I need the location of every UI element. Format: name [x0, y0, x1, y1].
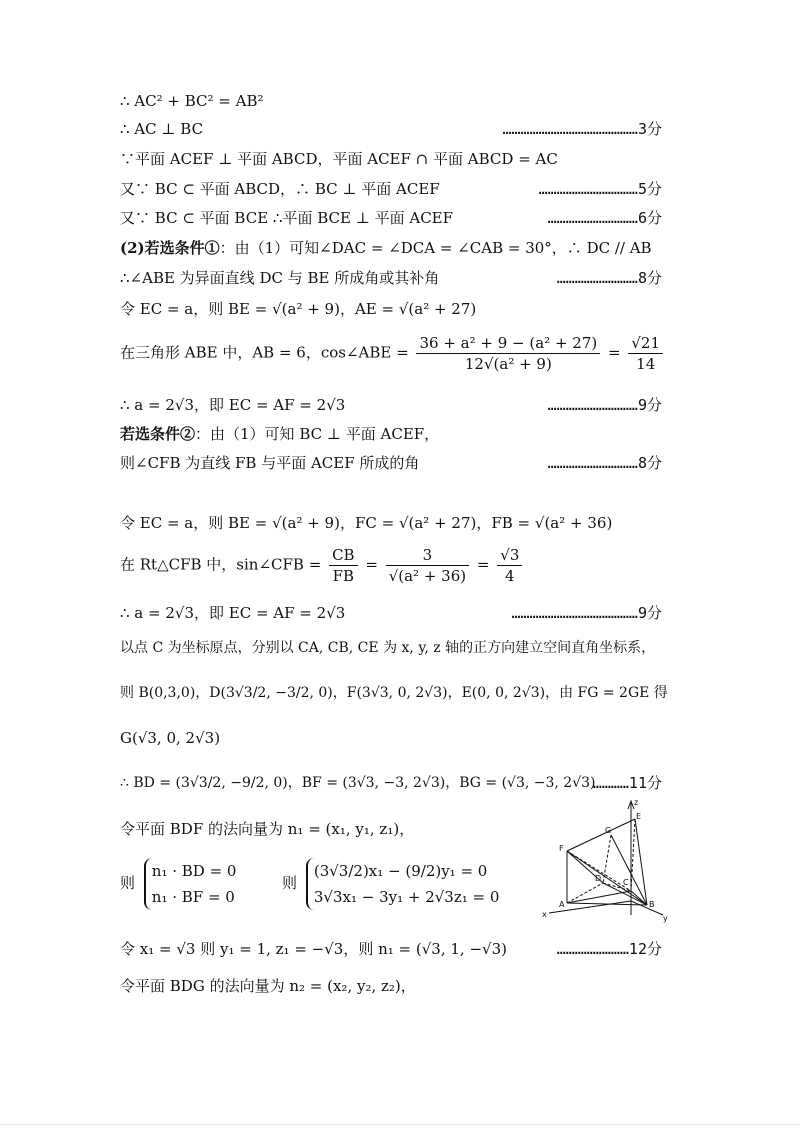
sin-frac-3-den: 4 [505, 567, 515, 585]
line-a-value-2: ∴ a = 2√3，即 EC = AF = 2√3 [120, 604, 346, 622]
label-d: D [595, 874, 602, 883]
line-systems [120, 858, 499, 910]
cos-abe-value-den: 14 [636, 355, 656, 373]
sin-frac-1 [329, 545, 358, 586]
line-plane-perp: ∵平面 ACEF ⊥ 平面 ABCD，平面 ACEF ∩ 平面 ABCD = AC [120, 150, 558, 168]
score-12: ……………………12分 [556, 940, 662, 958]
line-angle-abe: ∴∠ABE 为异面直线 DC 与 BE 所成角或其补角 [120, 269, 440, 287]
score-8b: …………………………8分 [547, 454, 662, 472]
cos-abe-denominator: 12√(a² + 9) [464, 355, 552, 373]
cos-abe-equals: = [608, 343, 621, 362]
label-a: A [559, 900, 565, 909]
line-condition-2 [120, 423, 439, 445]
label-c: C [623, 878, 629, 887]
line-cos-abe [120, 333, 666, 374]
condition-1-label: (2)若选条件① [120, 239, 220, 257]
sin-frac-3 [497, 545, 522, 586]
score-3: ………………………………………3分 [502, 120, 662, 138]
score-6: …………………………6分 [547, 209, 662, 227]
system-a-eq2: n₁ · BF = 0 [151, 888, 235, 906]
sin-frac-1-den: FB [332, 567, 355, 585]
sin-frac-2-den: √(a² + 36) [388, 567, 467, 585]
line-points: 则 B(0,3,0)，D(3√3/2, −3/2, 0)，F(3√3, 0, 2√3)，E(0, 0, 2√3)，由 FG = 2GE 得 [120, 685, 668, 701]
line-vectors: ∴ BD = (3√3/2, −9/2, 0)，BF = (3√3, −3, 2√3)，BG = (√3, −3, 2√3) [120, 775, 596, 791]
label-g: G [605, 826, 612, 835]
sin-equals-2: = [476, 555, 490, 574]
cos-abe-fraction [416, 333, 600, 374]
coordinate-figure [535, 795, 675, 925]
line-ac2-bc2: ∴ AC² + BC² = AB² [120, 92, 264, 110]
condition-2-text: ：由（1）可知 BC ⊥ 平面 ACEF， [195, 425, 440, 443]
line-normal-bdg: 令平面 BDG 的法向量为 n₂ = (x₂, y₂, z₂)， [120, 977, 416, 995]
line-condition-1 [120, 237, 652, 259]
system-a [144, 858, 237, 910]
sin-frac-2 [386, 545, 469, 586]
cos-abe-prefix: 在三角形 ABE 中，AB = 6，cos∠ABE = [120, 343, 409, 362]
line-bce-perp-acef: 又∵ BC ⊂ 平面 BCE ∴平面 BCE ⊥ 平面 ACEF [120, 209, 454, 227]
score-9b: ……………………………………9分 [511, 604, 662, 622]
label-y: y [663, 914, 668, 923]
sin-frac-3-num: √3 [497, 545, 522, 566]
system-b-eq2: 3√3x₁ − 3y₁ + 2√3z₁ = 0 [313, 888, 500, 906]
label-e: E [636, 812, 642, 821]
line-point-g: G(√3, 0, 2√3) [120, 729, 221, 747]
line-a-value-1: ∴ a = 2√3，即 EC = AF = 2√3 [120, 396, 346, 414]
condition-2-label: 若选条件② [120, 425, 196, 443]
edge-eb [635, 819, 647, 905]
system-b-prefix: 则 [282, 874, 298, 892]
score-9a: …………………………9分 [547, 396, 662, 414]
sin-cfb-prefix: 在 Rt△CFB 中，sin∠CFB = [120, 555, 322, 574]
label-z: z [634, 798, 639, 807]
line-let-ec-a-2: 令 EC = a，则 BE = √(a² + 9)，FC = √(a² + 27)，FB = √(a² + 36) [120, 514, 613, 532]
page-bottom-rule [0, 1124, 800, 1125]
score-11: …………11分 [592, 774, 662, 792]
system-a-eq1: n₁ · BD = 0 [151, 862, 237, 880]
label-f: F [559, 844, 564, 853]
line-sin-cfb [120, 545, 525, 586]
line-ac-perp-bc: ∴ AC ⊥ BC [120, 120, 204, 138]
system-a-prefix: 则 [120, 874, 136, 892]
line-bc-perp-acef: 又∵ BC ⊂ 平面 ABCD，∴ BC ⊥ 平面 ACEF [120, 180, 440, 198]
edge-fe [567, 819, 635, 851]
system-b [306, 858, 500, 910]
label-b: B [649, 900, 655, 909]
cos-abe-numerator: 36 + a² + 9 − (a² + 27) [416, 333, 600, 354]
score-5: ……………………………5分 [538, 180, 662, 198]
line-n1-solution: 令 x₁ = √3 则 y₁ = 1, z₁ = −√3，则 n₁ = (√3, 1, −√3) [120, 940, 507, 958]
sin-frac-1-num: CB [329, 545, 358, 566]
cos-abe-value [628, 333, 663, 374]
sin-frac-2-num: 3 [386, 545, 469, 566]
label-x: x [542, 910, 547, 919]
line-let-ec-a: 令 EC = a，则 BE = √(a² + 9)，AE = √(a² + 27) [120, 300, 477, 318]
edge-ac [567, 891, 631, 903]
sin-equals-1: = [365, 555, 378, 574]
line-angle-cfb: 则∠CFB 为直线 FB 与平面 ACEF 所成的角 [120, 454, 420, 472]
line-coordinate-system: 以点 C 为坐标原点，分别以 CA, CB, CE 为 x, y, z 轴的正方向建立空间直角坐标系， [120, 640, 656, 656]
edge-fb [567, 851, 647, 905]
cos-abe-value-num: √21 [628, 333, 663, 354]
score-8a: ………………………8分 [556, 269, 662, 287]
system-b-eq1: (3√3/2)x₁ − (9/2)y₁ = 0 [313, 862, 488, 880]
condition-1-text: ：由（1）可知∠DAC = ∠DCA = ∠CAB = 30°，∴ DC // AB [219, 239, 652, 257]
line-normal-bdf: 令平面 BDF 的法向量为 n₁ = (x₁, y₁, z₁)， [120, 820, 415, 838]
edge-gb [611, 835, 647, 905]
